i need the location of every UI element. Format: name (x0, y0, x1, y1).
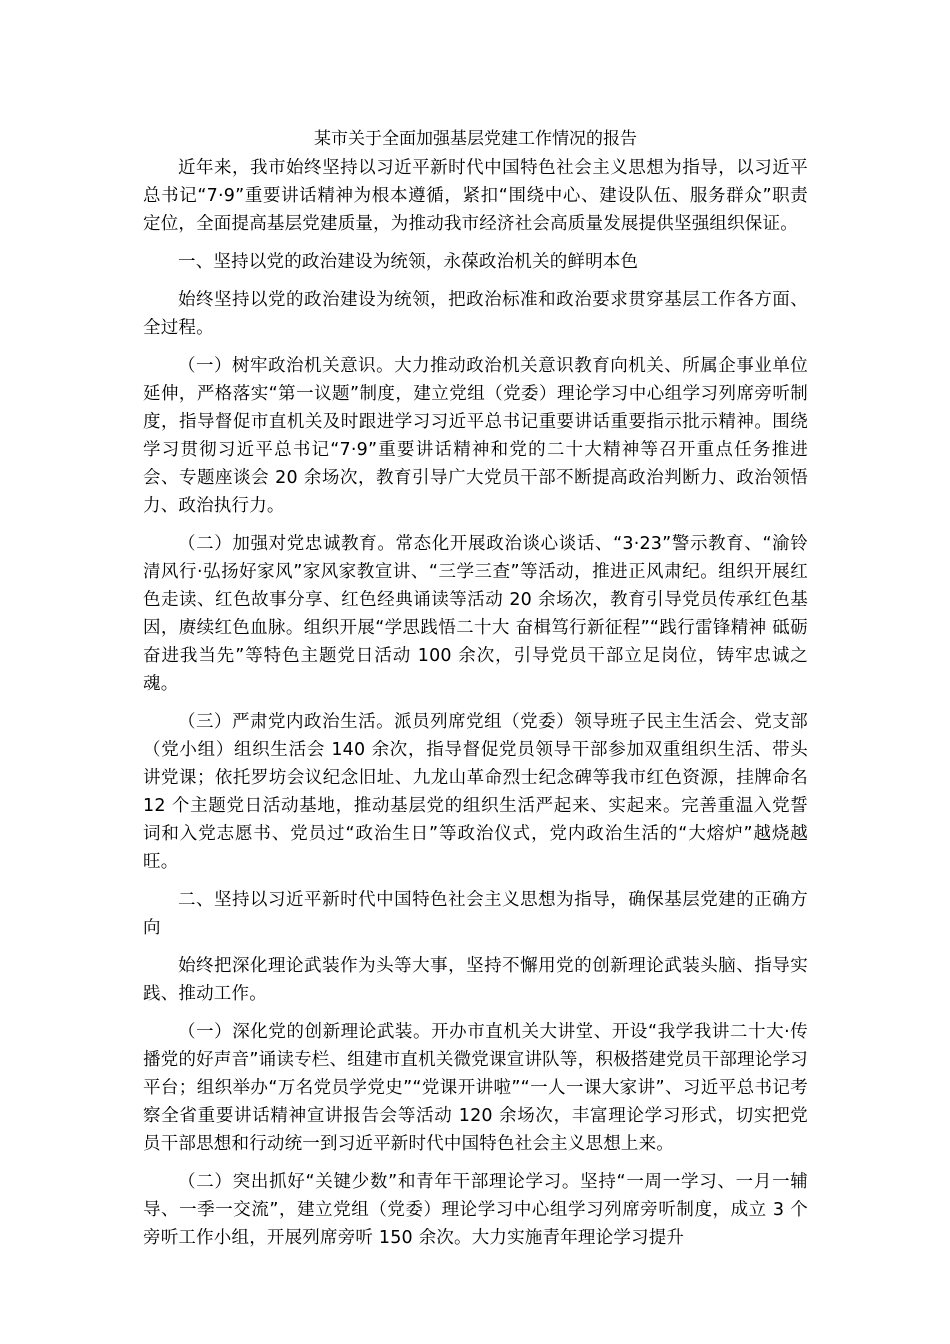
paragraph-section-1-intro: 始终坚持以党的政治建设为统领，把政治标准和政治要求贯穿基层工作各方面、全过程。 (143, 290, 808, 338)
paragraph-1-2: （二）加强对党忠诚教育。常态化开展政治谈心谈话、“3·23”警示教育、“渝铃清风行·弘扬好家风”家风家教宣讲、“三学三查”等活动，推进正风肃纪。组织开展红色走读、红色故事分享、红色经典诵读等活动 20 余场次，教育引导党员传承红色基因，赓续红色血脉。组织开展“学思践悟二十大 奋楫笃行新征程”“践行雷锋精神 砥砺奋进我当先”等特色主题党日活动 100 余次，引导党员干部立足岗位，铸牢忠诚之魂。 (143, 534, 808, 694)
document-title: 某市关于全面加强基层党建工作情况的报告 (314, 129, 637, 149)
paragraph-2-1: （一）深化党的创新理论武装。开办市直机关大讲堂、开设“我学我讲二十大·传播党的好声音”诵读专栏、组建市直机关微党课宣讲队等，积极搭建党员干部理论学习平台；组织举办“万名党员学党史”“党课开讲啦”“一人一课大家讲”、习近平总书记考察全省重要讲话精神宣讲报告会等活动 120 余场次，丰富理论学习形式，切实把党员干部思想和行动统一到习近平新时代中国特色社会主义思想上来。 (143, 1022, 808, 1154)
section-heading-2: 二、坚持以习近平新时代中国特色社会主义思想为指导，确保基层党建的正确方向 (143, 890, 808, 938)
section-heading-1: 一、坚持以党的政治建设为统领，永葆政治机关的鲜明本色 (178, 252, 639, 272)
paragraph-1-1: （一）树牢政治机关意识。大力推动政治机关意识教育向机关、所属企事业单位延伸，严格落实“第一议题”制度，建立党组（党委）理论学习中心组学习列席旁听制度，指导督促市直机关及时跟进学习习近平总书记重要讲话重要指示批示精神。围绕学习贯彻习近平总书记“7·9”重要讲话精神和党的二十大精神等召开重点任务推进会、专题座谈会 20 余场次，教育引导广大党员干部不断提高政治判断力、政治领悟力、政治执行力。 (143, 356, 808, 516)
paragraph-section-2-intro: 始终把深化理论武装作为头等大事，坚持不懈用党的创新理论武装头脑、指导实践、推动工作。 (143, 956, 808, 1004)
document-page (143, 128, 808, 1262)
paragraph-2-2: （二）突出抓好“关键少数”和青年干部理论学习。坚持“一周一学习、一月一辅导、一季一交流”，建立党组（党委）理论学习中心组学习列席旁听制度，成立 3 个旁听工作小组，开展列席旁听 150 余次。大力实施青年理论学习提升 (143, 1172, 808, 1248)
paragraph-intro: 近年来，我市始终坚持以习近平新时代中国特色社会主义思想为指导，以习近平总书记“7·9”重要讲话精神为根本遵循，紧扣“围绕中心、建设队伍、服务群众”职责定位，全面提高基层党建质量，为推动我市经济社会高质量发展提供坚强组织保证。 (143, 158, 808, 234)
paragraph-1-3: （三）严肃党内政治生活。派员列席党组（党委）领导班子民主生活会、党支部（党小组）组织生活会 140 余次，指导督促党员领导干部参加双重组织生活、带头讲党课；依托罗坊会议纪念旧址、九龙山革命烈士纪念碑等我市红色资源，挂牌命名 12 个主题党日活动基地，推动基层党的组织生活严起来、实起来。完善重温入党誓词和入党志愿书、党员过“政治生日”等政治仪式，党内政治生活的“大熔炉”越烧越旺。 (143, 712, 808, 872)
